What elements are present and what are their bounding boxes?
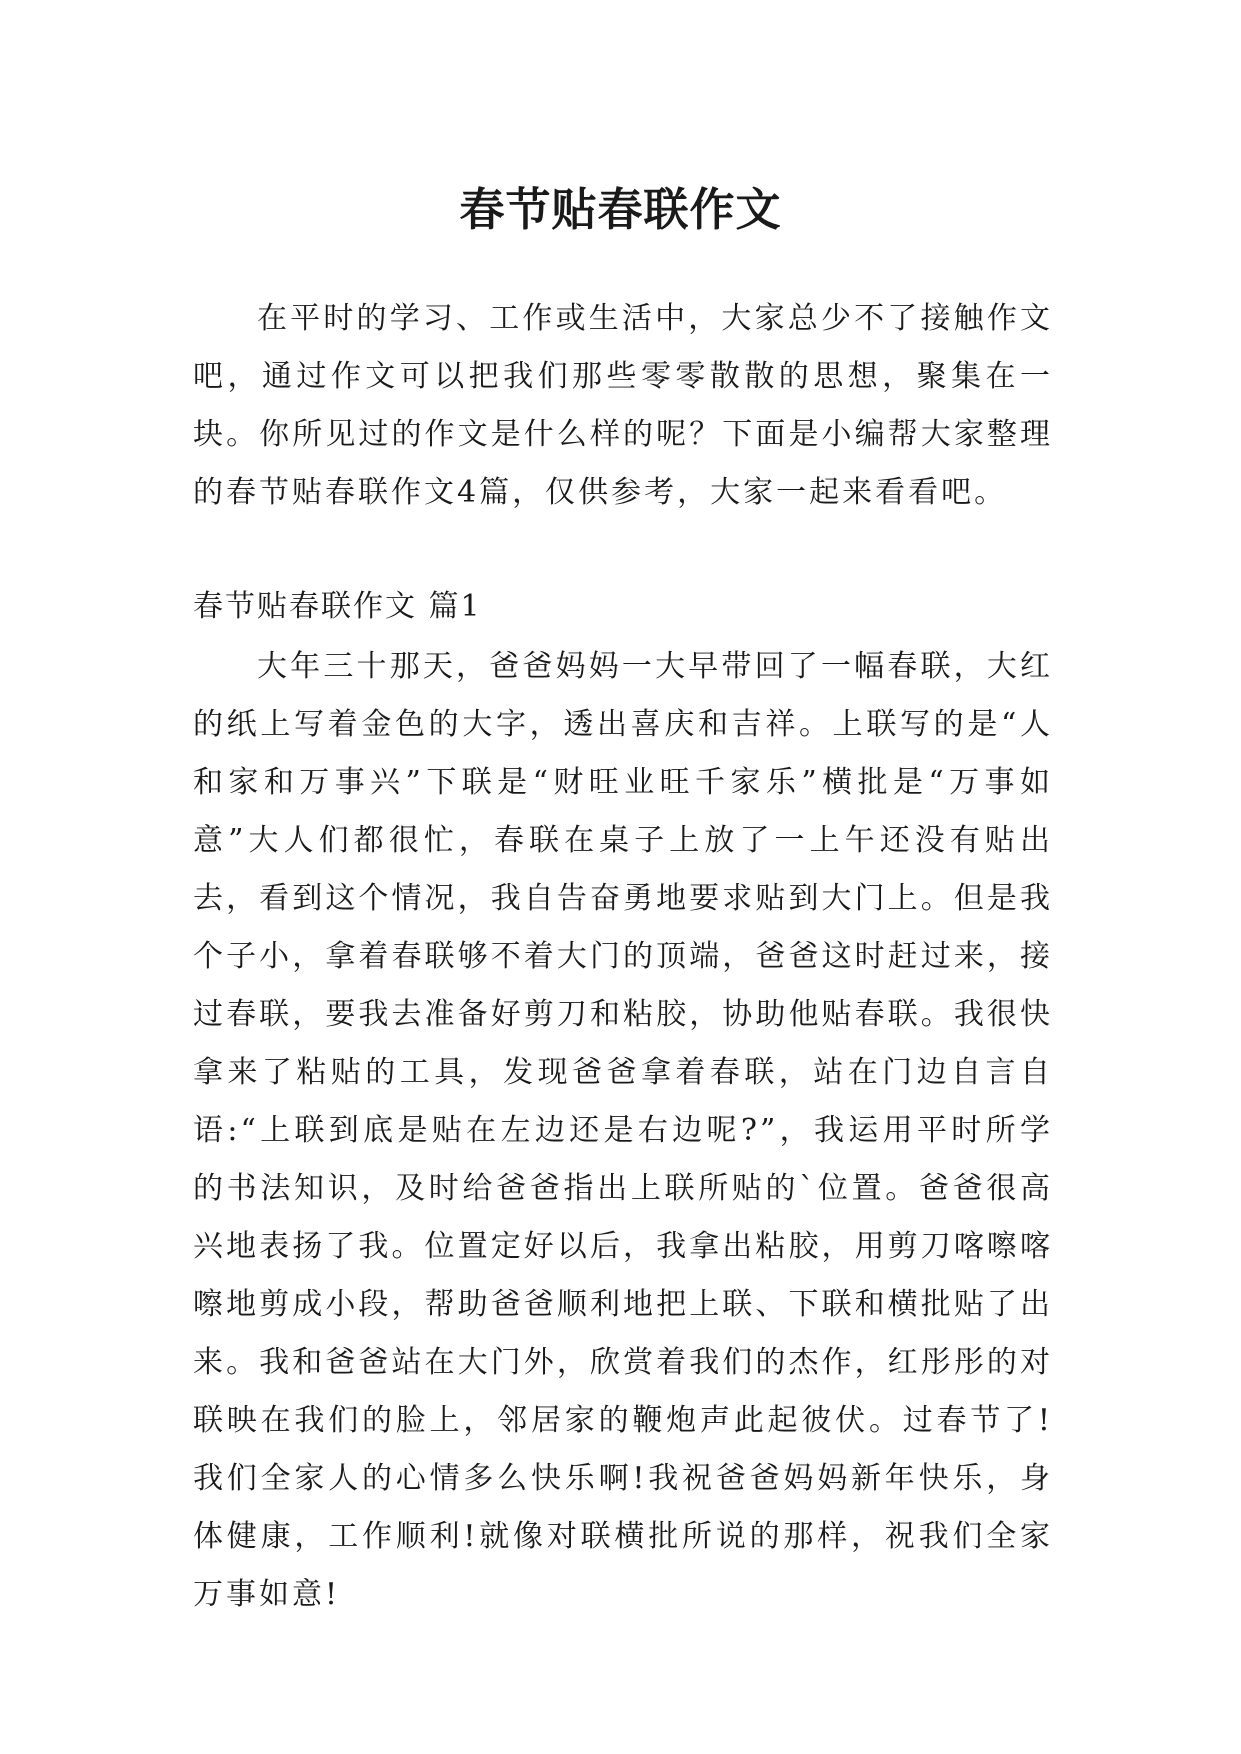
section-heading: 春节贴春联作文 篇1 xyxy=(193,589,482,624)
essay-paragraph: 大年三十那天，爸爸妈妈一大早带回了一幅春联，大红的纸上写着金色的大字，透出喜庆和吉祥。上联写的是“人和家和万事兴”下联是“财旺业旺千家乐”横批是“万事如意”大人们都很忙，春联在桌子上放了一上午还没有贴出去，看到这个情况，我自告奋勇地要求贴到大门上。但是我个子小，拿着春联够不着大门的顶端，爸爸这时赶过来，接过春联，要我去准备好剪刀和粘胶，协助他贴春联。我很快拿来了粘贴的工具，发现爸爸拿着春联，站在门边自言自语:“上联到底是贴在左边还是右边呢?”，我运用平时所学的书法知识，及时给爸爸指出上联所贴的`位置。爸爸很高兴地表扬了我。位置定好以后，我拿出粘胶，用剪刀喀嚓喀嚓地剪成小段，帮助爸爸顺利地把上联、下联和横批贴了出来。我和爸爸站在大门外，欣赏着我们的杰作，红彤彤的对联映在我们的脸上，邻居家的鞭炮声此起彼伏。过春节了!我们全家人的心情多么快乐啊!我祝爸爸妈妈新年快乐，身体健康，工作顺利!就像对联横批所说的那样，祝我们全家万事如意! xyxy=(193,649,1053,1612)
document-title: 春节贴春联作文 xyxy=(459,183,782,237)
intro-paragraph: 在平时的学习、工作或生活中，大家总少不了接触作文吧，通过作文可以把我们那些零零散散的思想，聚集在一块。你所见过的作文是什么样的呢？下面是小编帮大家整理的春节贴春联作文4篇，仅供参考，大家一起来看看吧。 xyxy=(193,301,1053,510)
